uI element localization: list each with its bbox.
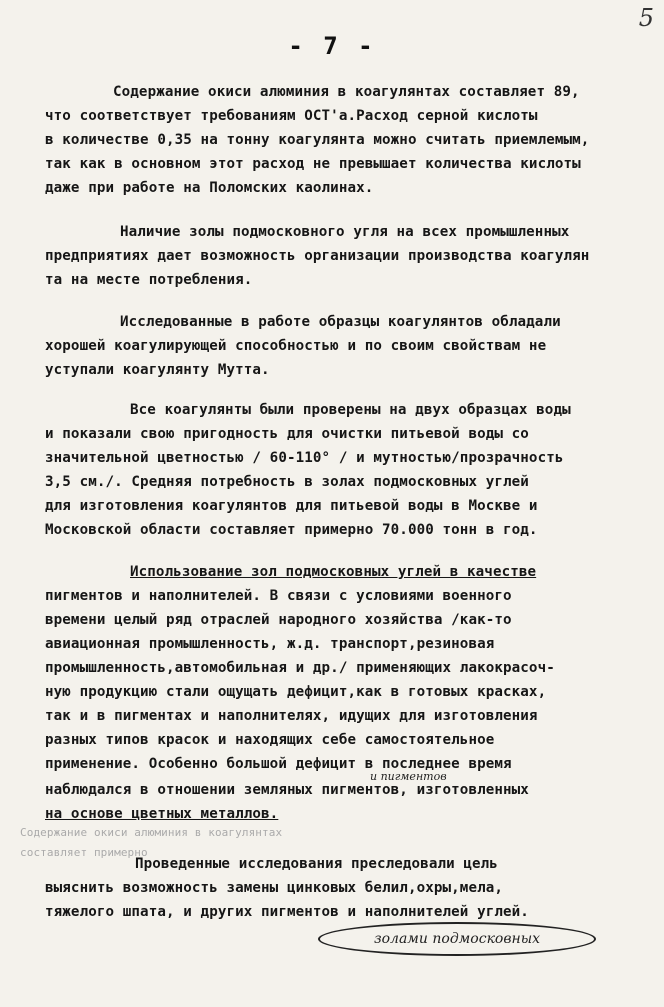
p1-line-3: в количестве 0,35 на тонну коагулянта можно считать приемлемым, bbox=[45, 132, 590, 148]
p1-line-5: даже при работе на Поломских каолинах. bbox=[45, 180, 374, 196]
faint-line-1: Содержание окиси алюминия в коагулянтах bbox=[20, 826, 283, 839]
p4-line-5: для изготовления коагулянтов для питьевой воды в Москве и bbox=[45, 498, 538, 514]
corner-page-mark: 5 bbox=[638, 4, 654, 32]
p5-line-8: разных типов красок и находящих себе самостоятельное bbox=[45, 732, 495, 748]
handwritten-ellipse-note bbox=[318, 922, 596, 956]
p3-line-1: Исследованные в работе образцы коагулянтов обладали bbox=[120, 314, 561, 330]
p5-line-6: ную продукцию стали ощущать дефицит,как в готовых красках, bbox=[45, 684, 547, 700]
p1-line-1: Содержание окиси алюминия в коагулянтах составляет 89, bbox=[113, 84, 580, 100]
p4-line-3: значительной цветностью / 60-110° / и мутностью/прозрачность bbox=[45, 450, 564, 466]
p4-line-1: Все коагулянты были проверены на двух образцах воды bbox=[130, 402, 571, 418]
p5-line-5: промышленность,автомобильная и др./ применяющих лакокрасоч- bbox=[45, 660, 555, 676]
p5-line-4: авиационная промышленность, ж.д. транспорт,резиновая bbox=[45, 636, 495, 652]
p3-line-2: хорошей коагулирующей способностью и по своим свойствам не bbox=[45, 338, 547, 354]
p2-line-3: та на месте потребления. bbox=[45, 272, 253, 288]
p2-line-1: Наличие золы подмосковного угля на всех промышленных bbox=[120, 224, 570, 240]
p5-line-9: применение. Особенно большой дефицит в последнее время bbox=[45, 756, 512, 772]
p4-line-6: Московской области составляет примерно 70.000 тонн в год. bbox=[45, 522, 538, 538]
p6-line-2: выяснить возможность замены цинковых белил,охры,мела, bbox=[45, 880, 504, 896]
p5-line-2: пигментов и наполнителей. В связи с условиями военного bbox=[45, 588, 512, 604]
p6-line-1: Проведенные исследования преследовали цель bbox=[135, 856, 498, 872]
p4-line-4: 3,5 см./. Средняя потребность в золах подмосковных углей bbox=[45, 474, 529, 490]
faint-line-2: составляет примерно bbox=[20, 846, 148, 859]
p6-line-3: тяжелого шпата, и других пигментов и наполнителей углей. bbox=[45, 904, 529, 920]
p5-line-11: на основе цветных металлов. bbox=[45, 806, 279, 822]
p5-line-1: Использование зол подмосковных углей в качестве bbox=[130, 564, 537, 580]
p3-line-3: уступали коагулянту Мутта. bbox=[45, 362, 270, 378]
p1-line-2: что соответствует требованиям ОСТ'а.Расход серной кислоты bbox=[45, 108, 538, 124]
p1-line-4: так как в основном этот расход не превышает количества кислоты bbox=[45, 156, 581, 172]
page-number: - 7 - bbox=[288, 32, 376, 60]
p4-line-2: и показали свою пригодность для очистки питьевой воды со bbox=[45, 426, 529, 442]
p5-line-7: так и в пигментах и наполнителях, идущих для изготовления bbox=[45, 708, 538, 724]
p2-line-2: предприятиях дает возможность организации производства коагулян bbox=[45, 248, 590, 264]
p5-line-10: наблюдался в отношении земляных пигментов, изготовленных bbox=[45, 782, 529, 798]
handwritten-insert: и пигментов bbox=[370, 770, 447, 783]
ellipse-note-text: золами подмосковных bbox=[373, 931, 541, 947]
p5-line-3: времени целый ряд отраслей народного хозяйства /как-то bbox=[45, 612, 512, 628]
